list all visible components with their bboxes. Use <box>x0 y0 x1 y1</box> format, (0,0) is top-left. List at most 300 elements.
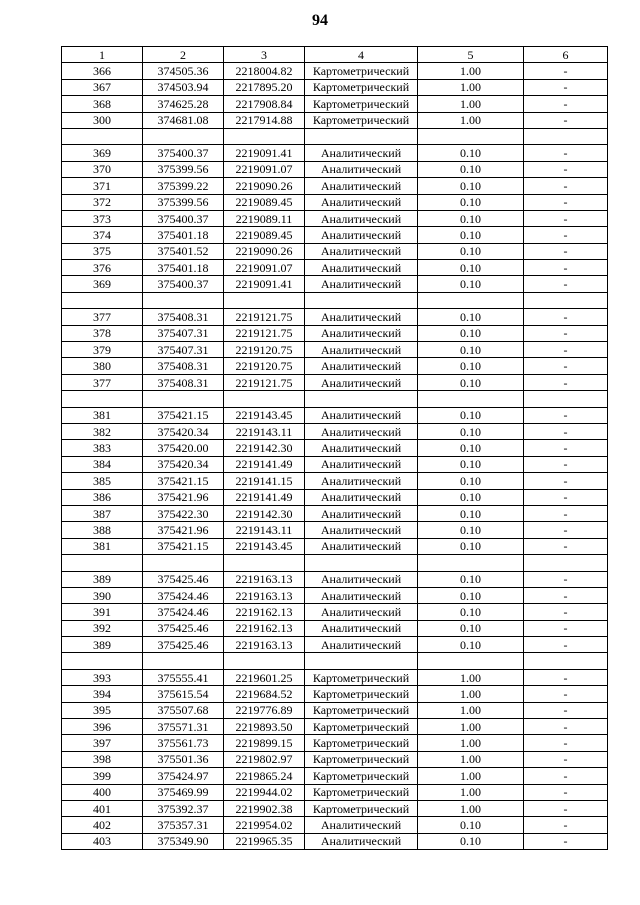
table-row <box>62 751 608 767</box>
method-cell: Картометрический <box>305 96 418 112</box>
y-coordinate-cell: 2219162.13 <box>224 620 305 636</box>
accuracy-cell: 1.00 <box>418 719 524 735</box>
y-coordinate-cell: 2219684.52 <box>224 686 305 702</box>
description-cell <box>524 128 608 144</box>
method-cell: Картометрический <box>305 719 418 735</box>
point-number-cell: 300 <box>62 112 143 128</box>
table-row <box>62 309 608 325</box>
method-cell: Аналитический <box>305 440 418 456</box>
method-cell: Аналитический <box>305 817 418 833</box>
point-number-cell: 377 <box>62 374 143 390</box>
x-coordinate-cell: 375424.46 <box>143 587 224 603</box>
table-row <box>62 210 608 226</box>
method-cell: Аналитический <box>305 194 418 210</box>
accuracy-cell: 0.10 <box>418 637 524 653</box>
table-row <box>62 227 608 243</box>
accuracy-cell: 1.00 <box>418 669 524 685</box>
method-cell: Аналитический <box>305 571 418 587</box>
point-number-cell <box>62 391 143 407</box>
x-coordinate-cell: 375401.18 <box>143 260 224 276</box>
y-coordinate-cell: 2218004.82 <box>224 63 305 79</box>
x-coordinate-cell: 375420.34 <box>143 456 224 472</box>
y-coordinate-cell: 2219776.89 <box>224 702 305 718</box>
description-cell <box>524 653 608 669</box>
y-coordinate-cell: 2219121.75 <box>224 374 305 390</box>
y-coordinate-cell: 2219944.02 <box>224 784 305 800</box>
method-cell: Аналитический <box>305 374 418 390</box>
accuracy-cell: 1.00 <box>418 768 524 784</box>
accuracy-cell: 0.10 <box>418 489 524 505</box>
y-coordinate-cell: 2219802.97 <box>224 751 305 767</box>
table-row <box>62 145 608 161</box>
y-coordinate-cell: 2219163.13 <box>224 571 305 587</box>
method-cell: Аналитический <box>305 423 418 439</box>
table-row <box>62 276 608 292</box>
y-coordinate-cell: 2219141.49 <box>224 456 305 472</box>
point-number-cell: 402 <box>62 817 143 833</box>
accuracy-cell: 0.10 <box>418 210 524 226</box>
accuracy-cell: 0.10 <box>418 194 524 210</box>
y-coordinate-cell <box>224 555 305 571</box>
point-number-cell: 381 <box>62 538 143 554</box>
x-coordinate-cell: 375420.00 <box>143 440 224 456</box>
description-cell: - <box>524 63 608 79</box>
accuracy-cell: 0.10 <box>418 571 524 587</box>
table-row <box>62 571 608 587</box>
point-number-cell: 366 <box>62 63 143 79</box>
accuracy-cell: 0.10 <box>418 161 524 177</box>
method-cell: Аналитический <box>305 342 418 358</box>
x-coordinate-cell: 374625.28 <box>143 96 224 112</box>
description-cell: - <box>524 587 608 603</box>
description-cell: - <box>524 833 608 849</box>
x-coordinate-cell: 374503.94 <box>143 79 224 95</box>
method-cell: Картометрический <box>305 669 418 685</box>
x-coordinate-cell: 375399.22 <box>143 178 224 194</box>
accuracy-cell: 1.00 <box>418 702 524 718</box>
x-coordinate-cell: 375501.36 <box>143 751 224 767</box>
accuracy-cell: 0.10 <box>418 276 524 292</box>
table-row <box>62 768 608 784</box>
method-cell: Картометрический <box>305 800 418 816</box>
method-cell: Аналитический <box>305 489 418 505</box>
description-cell: - <box>524 260 608 276</box>
table-row <box>62 325 608 341</box>
x-coordinate-cell: 375421.15 <box>143 538 224 554</box>
method-cell: Аналитический <box>305 145 418 161</box>
y-coordinate-cell <box>224 292 305 308</box>
x-coordinate-cell: 375349.90 <box>143 833 224 849</box>
accuracy-cell: 1.00 <box>418 112 524 128</box>
table-row <box>62 342 608 358</box>
description-cell <box>524 292 608 308</box>
x-coordinate-cell <box>143 128 224 144</box>
accuracy-cell: 0.10 <box>418 473 524 489</box>
y-coordinate-cell: 2219091.41 <box>224 276 305 292</box>
y-coordinate-cell: 2219089.45 <box>224 227 305 243</box>
table-row <box>62 538 608 554</box>
accuracy-cell: 0.10 <box>418 260 524 276</box>
table-row <box>62 653 608 669</box>
point-number-cell: 373 <box>62 210 143 226</box>
description-cell: - <box>524 407 608 423</box>
description-cell: - <box>524 473 608 489</box>
method-cell: Аналитический <box>305 637 418 653</box>
point-number-cell <box>62 128 143 144</box>
accuracy-cell <box>418 653 524 669</box>
y-coordinate-cell: 2219143.11 <box>224 522 305 538</box>
method-cell: Картометрический <box>305 735 418 751</box>
table-row <box>62 112 608 128</box>
description-cell: - <box>524 227 608 243</box>
description-cell: - <box>524 309 608 325</box>
table-row <box>62 178 608 194</box>
table-row <box>62 489 608 505</box>
table-row <box>62 702 608 718</box>
accuracy-cell <box>418 292 524 308</box>
description-cell: - <box>524 456 608 472</box>
column-header: 2 <box>143 47 224 63</box>
table-row <box>62 292 608 308</box>
table-row <box>62 243 608 259</box>
method-cell: Аналитический <box>305 325 418 341</box>
x-coordinate-cell: 375507.68 <box>143 702 224 718</box>
accuracy-cell: 0.10 <box>418 358 524 374</box>
y-coordinate-cell <box>224 391 305 407</box>
accuracy-cell <box>418 391 524 407</box>
point-number-cell: 385 <box>62 473 143 489</box>
table-row <box>62 260 608 276</box>
method-cell: Картометрический <box>305 702 418 718</box>
table-row <box>62 505 608 521</box>
x-coordinate-cell: 375401.52 <box>143 243 224 259</box>
accuracy-cell: 0.10 <box>418 604 524 620</box>
x-coordinate-cell: 375400.37 <box>143 145 224 161</box>
x-coordinate-cell: 375401.18 <box>143 227 224 243</box>
description-cell: - <box>524 538 608 554</box>
point-number-cell: 372 <box>62 194 143 210</box>
y-coordinate-cell: 2219163.13 <box>224 587 305 603</box>
table-row <box>62 423 608 439</box>
accuracy-cell: 1.00 <box>418 96 524 112</box>
table-row <box>62 391 608 407</box>
point-number-cell: 387 <box>62 505 143 521</box>
y-coordinate-cell: 2219090.26 <box>224 243 305 259</box>
x-coordinate-cell: 375399.56 <box>143 194 224 210</box>
x-coordinate-cell: 375407.31 <box>143 342 224 358</box>
point-number-cell <box>62 555 143 571</box>
method-cell: Аналитический <box>305 522 418 538</box>
point-number-cell: 399 <box>62 768 143 784</box>
method-cell <box>305 391 418 407</box>
accuracy-cell: 0.10 <box>418 587 524 603</box>
point-number-cell: 384 <box>62 456 143 472</box>
y-coordinate-cell: 2219162.13 <box>224 604 305 620</box>
y-coordinate-cell: 2219902.38 <box>224 800 305 816</box>
x-coordinate-cell: 375408.31 <box>143 358 224 374</box>
point-number-cell: 389 <box>62 637 143 653</box>
description-cell: - <box>524 210 608 226</box>
y-coordinate-cell: 2219121.75 <box>224 325 305 341</box>
x-coordinate-cell <box>143 292 224 308</box>
table-row <box>62 604 608 620</box>
point-number-cell: 396 <box>62 719 143 735</box>
description-cell: - <box>524 440 608 456</box>
y-coordinate-cell: 2219142.30 <box>224 440 305 456</box>
accuracy-cell: 0.10 <box>418 620 524 636</box>
method-cell: Аналитический <box>305 276 418 292</box>
x-coordinate-cell: 375420.34 <box>143 423 224 439</box>
method-cell: Картометрический <box>305 112 418 128</box>
point-number-cell: 367 <box>62 79 143 95</box>
x-coordinate-cell: 375424.97 <box>143 768 224 784</box>
y-coordinate-cell: 2219091.07 <box>224 260 305 276</box>
point-number-cell: 383 <box>62 440 143 456</box>
accuracy-cell: 0.10 <box>418 833 524 849</box>
accuracy-cell: 1.00 <box>418 79 524 95</box>
accuracy-cell: 1.00 <box>418 735 524 751</box>
description-cell: - <box>524 145 608 161</box>
x-coordinate-cell: 375425.46 <box>143 620 224 636</box>
method-cell: Аналитический <box>305 309 418 325</box>
point-number-cell: 390 <box>62 587 143 603</box>
table-row <box>62 669 608 685</box>
method-cell: Аналитический <box>305 587 418 603</box>
table-row <box>62 735 608 751</box>
table-row <box>62 522 608 538</box>
description-cell: - <box>524 112 608 128</box>
point-number-cell: 378 <box>62 325 143 341</box>
description-cell: - <box>524 669 608 685</box>
description-cell: - <box>524 194 608 210</box>
method-cell: Аналитический <box>305 227 418 243</box>
method-cell: Аналитический <box>305 243 418 259</box>
y-coordinate-cell: 2217914.88 <box>224 112 305 128</box>
x-coordinate-cell <box>143 555 224 571</box>
description-cell: - <box>524 620 608 636</box>
accuracy-cell: 0.10 <box>418 423 524 439</box>
point-number-cell: 381 <box>62 407 143 423</box>
point-number-cell: 401 <box>62 800 143 816</box>
method-cell: Картометрический <box>305 768 418 784</box>
table-row <box>62 374 608 390</box>
x-coordinate-cell: 375425.46 <box>143 637 224 653</box>
page-number: 94 <box>312 12 328 29</box>
description-cell: - <box>524 325 608 341</box>
y-coordinate-cell: 2219143.45 <box>224 407 305 423</box>
point-number-cell: 382 <box>62 423 143 439</box>
y-coordinate-cell: 2219865.24 <box>224 768 305 784</box>
point-number-cell: 391 <box>62 604 143 620</box>
x-coordinate-cell: 375421.15 <box>143 473 224 489</box>
x-coordinate-cell: 375561.73 <box>143 735 224 751</box>
x-coordinate-cell <box>143 391 224 407</box>
point-number-cell <box>62 653 143 669</box>
table-body <box>62 63 608 850</box>
table-row <box>62 817 608 833</box>
method-cell: Аналитический <box>305 358 418 374</box>
point-number-cell: 393 <box>62 669 143 685</box>
description-cell: - <box>524 735 608 751</box>
method-cell: Аналитический <box>305 260 418 276</box>
method-cell: Аналитический <box>305 620 418 636</box>
table-row <box>62 555 608 571</box>
method-cell: Аналитический <box>305 604 418 620</box>
method-cell: Картометрический <box>305 686 418 702</box>
y-coordinate-cell: 2219141.49 <box>224 489 305 505</box>
method-cell <box>305 292 418 308</box>
method-cell <box>305 555 418 571</box>
y-coordinate-cell: 2219120.75 <box>224 358 305 374</box>
description-cell: - <box>524 571 608 587</box>
accuracy-cell: 0.10 <box>418 243 524 259</box>
table-row <box>62 587 608 603</box>
y-coordinate-cell <box>224 653 305 669</box>
description-cell: - <box>524 784 608 800</box>
point-number-cell: 397 <box>62 735 143 751</box>
point-number-cell: 398 <box>62 751 143 767</box>
x-coordinate-cell: 375469.99 <box>143 784 224 800</box>
point-number-cell: 371 <box>62 178 143 194</box>
table-row <box>62 620 608 636</box>
point-number-cell: 376 <box>62 260 143 276</box>
x-coordinate-cell: 375408.31 <box>143 374 224 390</box>
column-header: 1 <box>62 47 143 63</box>
x-coordinate-cell: 375408.31 <box>143 309 224 325</box>
table-header-row <box>62 47 608 63</box>
table-row <box>62 686 608 702</box>
table-row <box>62 96 608 112</box>
table-row <box>62 784 608 800</box>
y-coordinate-cell: 2219120.75 <box>224 342 305 358</box>
table-row <box>62 358 608 374</box>
description-cell: - <box>524 423 608 439</box>
coordinates-table <box>61 46 608 850</box>
column-header: 6 <box>524 47 608 63</box>
x-coordinate-cell: 375399.56 <box>143 161 224 177</box>
description-cell <box>524 391 608 407</box>
x-coordinate-cell <box>143 653 224 669</box>
table-row <box>62 161 608 177</box>
method-cell: Аналитический <box>305 407 418 423</box>
method-cell: Аналитический <box>305 473 418 489</box>
x-coordinate-cell: 374505.36 <box>143 63 224 79</box>
method-cell: Аналитический <box>305 456 418 472</box>
accuracy-cell: 0.10 <box>418 145 524 161</box>
y-coordinate-cell: 2219601.25 <box>224 669 305 685</box>
description-cell <box>524 555 608 571</box>
description-cell: - <box>524 161 608 177</box>
accuracy-cell: 0.10 <box>418 522 524 538</box>
accuracy-cell <box>418 128 524 144</box>
description-cell: - <box>524 243 608 259</box>
table-row <box>62 407 608 423</box>
description-cell: - <box>524 79 608 95</box>
accuracy-cell: 0.10 <box>418 538 524 554</box>
method-cell: Картометрический <box>305 79 418 95</box>
method-cell: Аналитический <box>305 833 418 849</box>
point-number-cell: 400 <box>62 784 143 800</box>
description-cell: - <box>524 489 608 505</box>
description-cell: - <box>524 768 608 784</box>
y-coordinate-cell: 2219089.11 <box>224 210 305 226</box>
x-coordinate-cell: 375392.37 <box>143 800 224 816</box>
description-cell: - <box>524 751 608 767</box>
x-coordinate-cell: 375425.46 <box>143 571 224 587</box>
accuracy-cell: 1.00 <box>418 784 524 800</box>
x-coordinate-cell: 375400.37 <box>143 276 224 292</box>
method-cell: Картометрический <box>305 63 418 79</box>
y-coordinate-cell: 2219142.30 <box>224 505 305 521</box>
method-cell: Аналитический <box>305 505 418 521</box>
accuracy-cell <box>418 555 524 571</box>
accuracy-cell: 0.10 <box>418 309 524 325</box>
accuracy-cell: 0.10 <box>418 342 524 358</box>
y-coordinate-cell <box>224 128 305 144</box>
y-coordinate-cell: 2219143.11 <box>224 423 305 439</box>
table-row <box>62 473 608 489</box>
x-coordinate-cell: 375421.15 <box>143 407 224 423</box>
point-number-cell: 386 <box>62 489 143 505</box>
method-cell: Аналитический <box>305 538 418 554</box>
y-coordinate-cell: 2219899.15 <box>224 735 305 751</box>
table-row <box>62 63 608 79</box>
description-cell: - <box>524 719 608 735</box>
description-cell: - <box>524 505 608 521</box>
x-coordinate-cell: 375357.31 <box>143 817 224 833</box>
accuracy-cell: 0.10 <box>418 325 524 341</box>
point-number-cell: 392 <box>62 620 143 636</box>
description-cell: - <box>524 604 608 620</box>
method-cell: Картометрический <box>305 784 418 800</box>
accuracy-cell: 0.10 <box>418 440 524 456</box>
table-row <box>62 194 608 210</box>
y-coordinate-cell: 2219163.13 <box>224 637 305 653</box>
description-cell: - <box>524 276 608 292</box>
x-coordinate-cell: 375421.96 <box>143 489 224 505</box>
accuracy-cell: 1.00 <box>418 751 524 767</box>
y-coordinate-cell: 2219965.35 <box>224 833 305 849</box>
description-cell: - <box>524 702 608 718</box>
column-header: 4 <box>305 47 418 63</box>
table-row <box>62 800 608 816</box>
accuracy-cell: 1.00 <box>418 686 524 702</box>
accuracy-cell: 0.10 <box>418 374 524 390</box>
table-row <box>62 719 608 735</box>
y-coordinate-cell: 2219143.45 <box>224 538 305 554</box>
y-coordinate-cell: 2219121.75 <box>224 309 305 325</box>
point-number-cell: 370 <box>62 161 143 177</box>
x-coordinate-cell: 374681.08 <box>143 112 224 128</box>
table-row <box>62 440 608 456</box>
y-coordinate-cell: 2219091.07 <box>224 161 305 177</box>
method-cell <box>305 128 418 144</box>
x-coordinate-cell: 375571.31 <box>143 719 224 735</box>
y-coordinate-cell: 2219090.26 <box>224 178 305 194</box>
description-cell: - <box>524 522 608 538</box>
accuracy-cell: 0.10 <box>418 456 524 472</box>
point-number-cell: 389 <box>62 571 143 587</box>
description-cell: - <box>524 637 608 653</box>
x-coordinate-cell: 375424.46 <box>143 604 224 620</box>
table-row <box>62 833 608 849</box>
table-row <box>62 637 608 653</box>
accuracy-cell: 0.10 <box>418 178 524 194</box>
description-cell: - <box>524 817 608 833</box>
description-cell: - <box>524 800 608 816</box>
column-header: 5 <box>418 47 524 63</box>
method-cell: Картометрический <box>305 751 418 767</box>
